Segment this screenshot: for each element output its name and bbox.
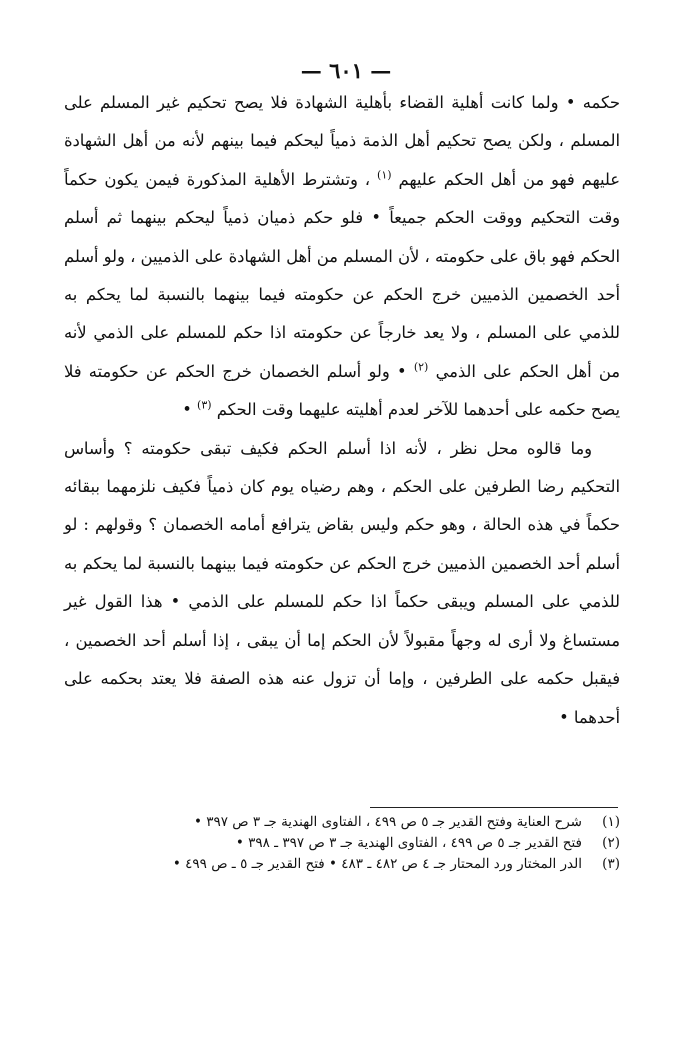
footnote-text: شرح العناية وفتح القدير جـ ٥ ص ٤٩٩ ، الفتاوى الهندية جـ ٣ ص ٣٩٧ • <box>193 814 582 830</box>
paragraph-1-text: حكمه • ولما كانت أهلية القضاء بأهلية الشهادة فلا يصح تحكيم غير المسلم على المسلم ، ولكن يصح تحكيم أهل الذمة ذمياً ليحكم فيما بينهم لأنه من أهل الشهادة عليهم فهو من أهل الحكم عليهم <box>64 93 621 189</box>
paragraph-1 <box>64 84 620 430</box>
paragraph-1-text: • <box>182 400 198 420</box>
paragraph-1-text: ، وتشترط الأهلية المذكورة فيمن يكون حكماً وقت التحكيم ووقت الحكم جميعاً • فلو حكم ذميان ذمياً ليحكم بينهما ثم أسلم الحكم فهو باق على حكومته ، لأن المسلم من أهل الشهادة على الذميين ، ولو أسلم أحد الخصمين الذميين خرج الحكم عن حكومته فيما بينهما بالنسبة لما يحكم به للذمي على المسلم ، ولا يعد خارجاً عن حكومته اذا حكم للمسلم على الذمي لأنه من أهل الحكم على الذمي <box>64 169 620 381</box>
footnote-number: (٢) <box>602 835 620 851</box>
footnote-3 <box>64 854 620 875</box>
footnote-ref-3[interactable]: (٣) <box>197 398 212 412</box>
footnote-number: (٣) <box>602 856 620 872</box>
footnote-ref-2[interactable]: (٢) <box>413 360 429 374</box>
footnote-divider <box>370 807 618 808</box>
footnote-1 <box>64 812 620 833</box>
footnote-ref-1[interactable]: (١) <box>377 168 392 182</box>
footnote-2 <box>64 833 620 854</box>
paragraph-2: وما قالوه محل نظر ، لأنه اذا أسلم الحكم فكيف تبقى حكومته ؟ وأساس التحكيم رضا الطرفين على الحكم ، وهم رضياه يوم كان ذمياً فكيف نلزمهما ببقائه حكماً في هذه الحالة ، وهو حكم وليس بقاض يترافع أمامه الخصمان ؟ وقولهم : لو أسلم أحد الخصمين الذميين خرج الحكم عن حكومته فيما بينهما بالنسبة لما يحكم به للذمي على المسلم ويبقى حكماً اذا حكم للمسلم على الذمي • هذا القول غير مستساغ ولا أرى له وجهاً مقبولاً لأن الحكم إما أن يبقى ، إذا أسلم أحد الخصمين ، فيقبل حكمه على الطرفين ، وإما أن تزول عنه هذه الصفة فلا يعتد بحكمه على أحدهما • <box>64 438 620 727</box>
footnote-number: (١) <box>602 814 620 830</box>
footnote-text: الدر المختار ورد المحتار جـ ٤ ص ٤٨٢ ـ ٤٨٣ • فتح القدير جـ ٥ ـ ص ٤٩٩ • <box>172 856 582 872</box>
footnotes <box>64 812 620 875</box>
page-number: — ٦٠١ — <box>300 58 392 83</box>
main-text <box>64 84 620 737</box>
paragraph-1-text: • ولو أسلم الخصمان خرج الحكم عن حكومته فلا يصح حكمه على أحدهما للآخر لعدم أهليته عليهما وقت الحكم <box>64 361 620 420</box>
footnote-text: فتح القدير جـ ٥ ص ٤٩٩ ، الفتاوى الهندية جـ ٣ ص ٣٩٧ ـ ٣٩٨ • <box>235 835 582 851</box>
